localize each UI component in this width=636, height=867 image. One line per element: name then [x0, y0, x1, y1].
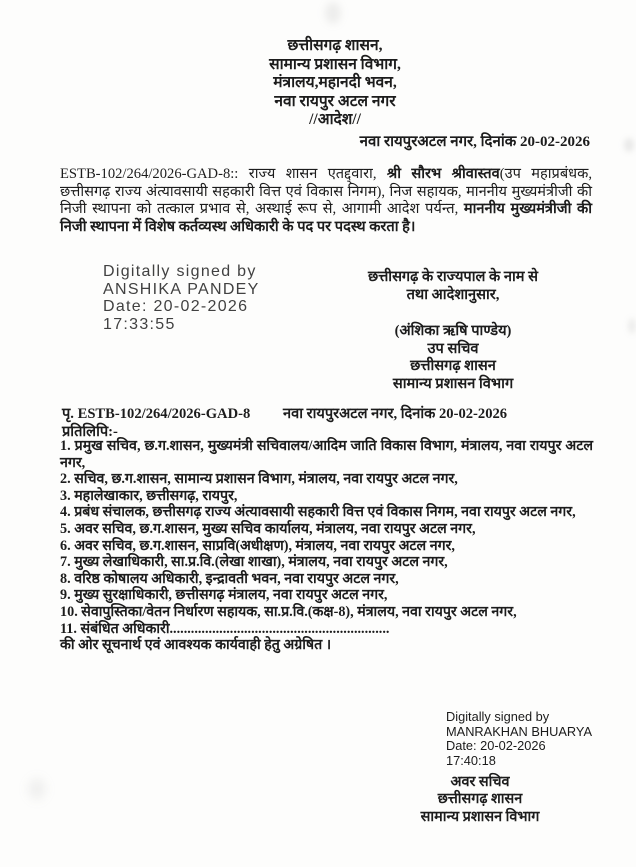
signature-date: Date: 20-02-2026 [103, 298, 249, 315]
digital-signature-label: Digitally signed by [103, 263, 257, 280]
copy-list-item: 4. प्रबंध संचालक, छत्तीसगढ़ राज्य अंत्यावसायी सहकारी वित्त एवं विकास निगम, नवा रायपुर अटल नगर, [60, 504, 576, 521]
order-text-segment: राज्य शासन एतद्द्वारा, [238, 166, 387, 182]
under-secretary-block [345, 774, 615, 826]
digital-signature-manrakhan [446, 710, 592, 768]
letterhead-government-line: छत्तीसगढ़ शासन, [287, 37, 383, 54]
scan-smudge [28, 778, 46, 800]
forwarding-closing-line: की ओर सूचनार्थ एवं आवश्यक कार्यवाही हेतु अग्रेषित । [60, 637, 332, 654]
letterhead-department-line: सामान्य प्रशासन विभाग, [269, 55, 401, 73]
letterhead-city-line: नवा रायपुर अटल नगर [274, 92, 396, 110]
scan-smudge [624, 138, 634, 152]
signatory-name: ANSHIKA PANDEY [103, 280, 260, 298]
endorsement-reference-number: पृ. ESTB-102/264/2026-GAD-8 [62, 406, 251, 422]
letterhead [0, 37, 636, 130]
copy-list-item: 11. संबंधित अधिकारी.............................................................. [60, 620, 390, 637]
copy-list-item: 2. सचिव, छ.ग.शासन, सामान्य प्रशासन विभाग, मंत्रालय, नवा रायपुर अटल नगर, [60, 471, 458, 488]
signatory-government: छत्तीसगढ़ शासन [437, 791, 523, 808]
signatory-printed-name: (अंशिका ऋषि पाण्डेय) [394, 323, 512, 339]
copy-list-item: 10. सेवापुस्तिका/वेतन निर्धारण सहायक, सा.प्र.वि.(कक्ष-8), मंत्रालय, नवा रायपुर अटल नगर, [60, 603, 517, 620]
signatory-designation: अवर सचिव [450, 774, 510, 790]
copy-list-item: 3. महालेखाकार, छत्तीसगढ़, रायपुर, [60, 487, 238, 504]
digital-signature-anshika [103, 263, 260, 333]
signature-date: Date: 20-02-2026 [446, 738, 546, 754]
order-heading: //आदेश// [309, 111, 361, 128]
place-and-date-line: नवा रायपुरअटल नगर, दिनांक 20-02-2026 [359, 134, 590, 150]
signatory-name: MANRAKHAN BHUARYA [446, 723, 593, 739]
copy-list-item: 6. अवर सचिव, छ.ग.शासन, साप्रवि(अधीक्षण), मंत्रालय, नवा रायपुर अटल नगर, [60, 537, 455, 554]
signatory-government: छत्तीसगढ़ शासन [410, 358, 496, 374]
order-reference-number: ESTB-102/264/2026-GAD-8:: [60, 166, 239, 182]
signatory-designation: उप सचिव [427, 340, 479, 357]
endorsement-place-date: नवा रायपुरअटल नगर, दिनांक 20-02-2026 [283, 406, 508, 422]
order-text-segment: (उप महाप्रबंधक, छत्तीसगढ़ राज्य अंत्यावसायी सहकारी वित्त एवं विकास निगम), निज सहायक, माननीय मुख्यमंत्रीजी की निजी स्थापना को तत्काल प्रभाव से, अस्थाई रूप से, आगामी आदेश पर्यन्त, [60, 166, 592, 218]
signature-time: 17:40:18 [446, 752, 496, 768]
endorsement-reference-row [62, 403, 602, 423]
order-operative-clause: माननीय मुख्यमंत्रीजी की निजी स्थापना में विशेष कर्तव्यस्थ अधिकारी के पद पर पदस्थ करता है। [60, 201, 592, 235]
copy-list-item: 7. मुख्य लेखाधिकारी, सा.प्र.वि.(लेखा शाखा), मंत्रालय, नवा रायपुर अटल नगर, [60, 554, 448, 571]
signatory-department: सामान्य प्रशासन विभाग [420, 808, 540, 825]
scan-smudge [325, 2, 341, 24]
copy-to-label: प्रतिलिपि:- [62, 424, 118, 440]
by-order-block [318, 269, 588, 393]
by-order-line: छत्तीसगढ़ के राज्यपाल के नाम से [367, 269, 539, 285]
officer-name: श्री सौरभ श्रीवास्तव [386, 166, 500, 182]
signatory-department: सामान्य प्रशासन विभाग [392, 375, 514, 392]
by-order-line: तथा आदेशानुसार, [406, 286, 500, 303]
copy-list-item: 5. अवर सचिव, छ.ग.शासन, मुख्य सचिव कार्यालय, मंत्रालय, नवा रायपुर अटल नगर, [60, 520, 476, 537]
copy-list-item: 1. प्रमुख सचिव, छ.ग.शासन, मुख्यमंत्री सचिवालय/आदिम जाति विकास विभाग, मंत्रालय, नवा रायपुर अटल नगर, [60, 438, 593, 471]
signature-time: 17:33:55 [103, 315, 176, 333]
order-body-paragraph [60, 166, 592, 236]
copy-distribution-list [60, 438, 593, 654]
digital-signature-label: Digitally signed by [446, 709, 550, 724]
letterhead-building-line: मंत्रालय,महानदी भवन, [273, 74, 397, 91]
copy-list-item: 8. वरिष्ठ कोषालय अधिकारी, इन्द्रावती भवन, नवा रायपुर अटल नगर, [60, 570, 399, 587]
copy-list-item: 9. मुख्य सुरक्षाधिकारी, छत्तीसगढ़ मंत्रालय, नवा रायपुर अटल नगर, [60, 587, 388, 604]
scan-smudge [628, 318, 636, 334]
